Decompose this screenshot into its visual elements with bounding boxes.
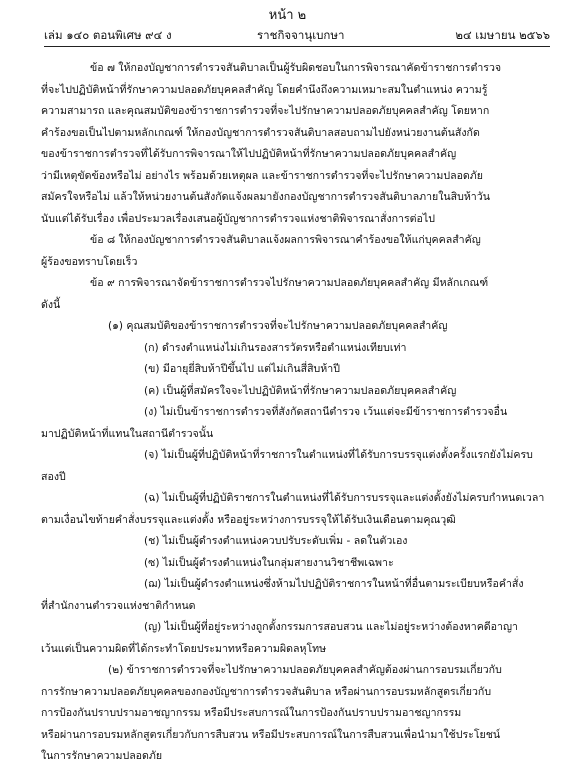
text-line: ที่สำนักงานตำรวจแห่งชาติกำหนด bbox=[41, 599, 196, 612]
sub-item: (ค) เป็นผู้ที่สมัครใจจะไปปฏิบัติหน้าที่รักษาความปลอดภัยบุคคลสำคัญ bbox=[144, 384, 457, 397]
gazette-name: ราชกิจจานุเบกษา bbox=[257, 28, 345, 42]
publication-date: ๒๔ เมษายน ๒๕๖๖ bbox=[455, 28, 550, 42]
text-line: ของข้าราชการตำรวจที่ได้รับการพิจารณาให้ไปปฏิบัติหน้าที่รักษาความปลอดภัยบุคคลสำคัญ bbox=[41, 148, 457, 160]
text-line: คำร้องขอเป็นไปตามหลักเกณฑ์ ให้กองบัญชาการตำรวจสันติบาลสอบถามไปยังหน่วยงานต้นสังกัด bbox=[41, 126, 480, 139]
text-line: ตามเงื่อนไขท้ายคำสั่งบรรจุและแต่งตั้ง หรืออยู่ระหว่างการบรรจุให้ได้รับเงินเดือนตามคุณวุฒิ bbox=[41, 513, 456, 526]
text-line: ความสามารถ และคุณสมบัติของข้าราชการตำรวจที่จะไปรักษาความปลอดภัยบุคคลสำคัญ โดยหาก bbox=[41, 105, 490, 117]
item-1: (๑) คุณสมบัติของข้าราชการตำรวจที่จะไปรักษาความปลอดภัยบุคคลสำคัญ bbox=[108, 320, 448, 332]
sub-item: (ญ) ไม่เป็นผู้ที่อยู่ระหว่างถูกตั้งกรรมการสอบสวน และไม่อยู่ระหว่างต้องหาคดีอาญา bbox=[144, 621, 518, 633]
clause-8: ข้อ ๘ ให้กองบัญชาการตำรวจสันติบาลแจ้งผลการพิจารณาคำร้องขอให้แก่บุคคลสำคัญ bbox=[90, 234, 481, 246]
text-line: ดังนี้ bbox=[41, 298, 61, 311]
sub-item: (ช) ไม่เป็นผู้ดำรงตำแหน่งควบปรับระดับเพิ่ม - ลดในตัวเอง bbox=[144, 535, 408, 547]
header-rule bbox=[44, 46, 550, 47]
sub-item: (จ) ไม่เป็นผู้ที่ปฏิบัติหน้าที่ราชการในตำแหน่งที่ได้รับการบรรจุแต่งตั้งครั้งแรกยังไม่ครบ bbox=[144, 449, 533, 461]
text-line: การรักษาความปลอดภัยบุคคลของกองบัญชาการตำรวจสันติบาล หรือผ่านการอบรมหลักสูตรเกี่ยวกับ bbox=[41, 685, 492, 698]
text-line: เว้นแต่เป็นความผิดที่ได้กระทำโดยประมาทหรือความผิดลหุโทษ bbox=[41, 642, 327, 655]
gazette-header bbox=[44, 27, 550, 45]
sub-item: (ฉ) ไม่เป็นผู้ที่ปฏิบัติราชการในตำแหน่งที่ได้รับการบรรจุและแต่งตั้งยังไม่ครบกำหนดเวลา bbox=[144, 492, 545, 504]
clause-9: ข้อ ๙ การพิจารณาจัดข้าราชการตำรวจไปรักษาความปลอดภัยบุคคลสำคัญ มีหลักเกณฑ์ bbox=[90, 277, 489, 289]
document-body bbox=[41, 58, 556, 768]
clause-7: ข้อ ๗ ให้กองบัญชาการตำรวจสันติบาลเป็นผู้รับผิดชอบในการพิจารณาคัดข้าราชการตำรวจ bbox=[90, 62, 502, 74]
text-line: ในการรักษาความปลอดภัย bbox=[41, 750, 163, 762]
sub-item: (ข) มีอายุยี่สิบห้าปีขึ้นไป แต่ไม่เกินสี่สิบห้าปี bbox=[144, 363, 340, 375]
text-line: นับแต่ได้รับเรื่อง เพื่อประมวลเรื่องเสนอผู้บัญชาการตำรวจแห่งชาติพิจารณาสั่งการต่อไป bbox=[41, 212, 435, 225]
text-line: ผู้ร้องขอทราบโดยเร็ว bbox=[41, 255, 138, 268]
text-line: สมัครใจหรือไม่ แล้วให้หน่วยงานต้นสังกัดแจ้งผลมายังกองบัญชาการตำรวจสันติบาลภายในสิบห้าวัน bbox=[41, 191, 490, 203]
sub-item: (ก) ดำรงตำแหน่งไม่เกินรองสารวัตรหรือตำแหน่งเทียบเท่า bbox=[144, 341, 407, 354]
sub-item: (ฌ) ไม่เป็นผู้ดำรงตำแหน่งซึ่งห้ามไปปฏิบัติราชการในหน้าที่อื่นตามระเบียบหรือคำสั่ง bbox=[144, 578, 524, 590]
text-line: หรือผ่านการอบรมหลักสูตรเกี่ยวกับการสืบสวน หรือมีประสบการณ์ในการสืบสวนเพื่อนำมาใช้ประโยชน์ bbox=[41, 728, 501, 741]
text-line: สองปี bbox=[41, 470, 66, 483]
text-line: มาปฏิบัติหน้าที่แทนในสถานีตำรวจนั้น bbox=[41, 427, 214, 440]
item-2: (๒) ข้าราชการตำรวจที่จะไปรักษาความปลอดภัยบุคคลสำคัญต้องผ่านการอบรมเกี่ยวกับ bbox=[108, 664, 502, 676]
sub-item: (ซ) ไม่เป็นผู้ดำรงตำแหน่งในกลุ่มสายงานวิชาชีพเฉพาะ bbox=[144, 556, 394, 569]
volume-issue: เล่ม ๑๔๐ ตอนพิเศษ ๙๔ ง bbox=[44, 28, 172, 42]
text-line: ที่จะไปปฏิบัติหน้าที่รักษาความปลอดภัยบุคคลสำคัญ โดยคำนึงถึงความเหมาะสมในตำแหน่ง ความรู้ bbox=[41, 83, 488, 96]
text-line: การป้องกันปราบปรามอาชญากรรม หรือมีประสบการณ์ในการป้องกันปราบปรามอาชญากรรม bbox=[41, 707, 462, 719]
page-number: หน้า ๒ bbox=[268, 8, 307, 23]
sub-item: (ง) ไม่เป็นข้าราชการตำรวจที่สังกัดสถานีตำรวจ เว้นแต่จะมีข้าราชการตำรวจอื่น bbox=[144, 406, 508, 418]
text-line: ว่ามีเหตุขัดข้องหรือไม่ อย่างไร พร้อมด้วยเหตุผล และข้าราชการตำรวจที่จะไปรักษาความปลอดภัย bbox=[41, 169, 483, 182]
